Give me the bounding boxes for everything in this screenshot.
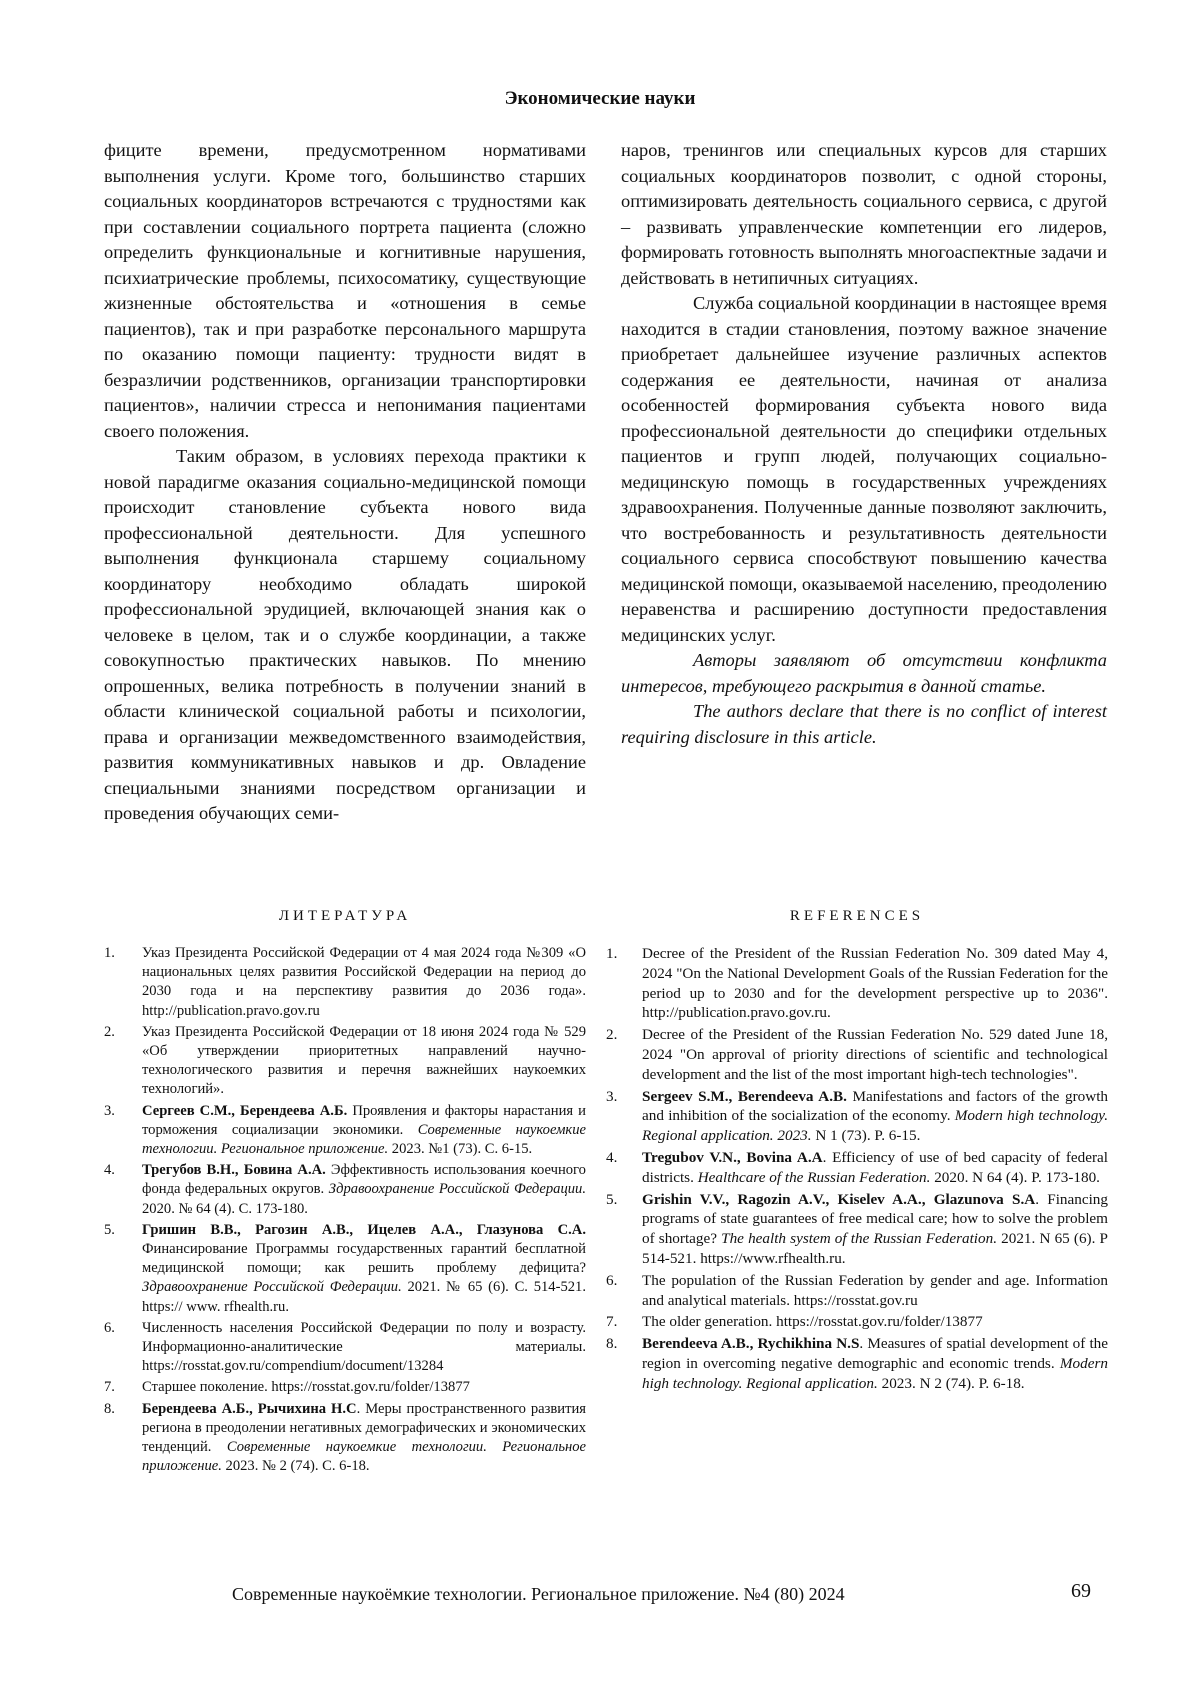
left-text-column xyxy=(104,138,586,827)
item-number: 3. xyxy=(104,1102,115,1119)
item-journal: Современные наукоемкие технологии. Региональное приложение. xyxy=(142,1439,586,1475)
item-journal: Здравоохранение Российской Федерации. xyxy=(328,1181,586,1198)
item-tail: 2023. N 2 (74). P. 6-18. xyxy=(877,1374,1025,1392)
item-number: 6. xyxy=(104,1319,115,1336)
item-tail: 2023. №1 (73). С. 6-15. xyxy=(388,1141,533,1158)
list-item xyxy=(104,1221,586,1317)
journal-footer: Современные наукоёмкие технологии. Региональное приложение. №4 (80) 2024 xyxy=(232,1584,845,1604)
section-header: Экономические науки xyxy=(504,88,696,109)
item-text: Финансирование Программы государственных гарантий бесплатной медицинской помощи; как решить проблему дефицита? xyxy=(142,1241,586,1277)
paragraph: наров, тренингов или специальных курсов для старших социальных координаторов позволит, с одной стороны, оптимизировать деятельность социального сервиса, с другой – развивать управленческие компетенции его лидеров, формировать готовность выполнять многоаспектные задачи и действовать в нетипичных ситуациях. xyxy=(621,140,1107,288)
item-text: The older generation. https://rosstat.gov.ru/folder/13877 xyxy=(642,1313,983,1331)
item-journal: Modern high technology. Regional application. xyxy=(642,1354,1108,1392)
item-tail: 2020. № 64 (4). С. 173-180. xyxy=(142,1200,308,1217)
item-number: 8. xyxy=(606,1335,618,1353)
references-list xyxy=(606,944,1108,1396)
item-tail: 2021. № 65 (6). С. 514-521. https:// www. rfhealth.ru. xyxy=(142,1279,586,1315)
list-item xyxy=(606,1190,1108,1269)
item-number: 4. xyxy=(606,1148,618,1166)
item-journal: Современные наукоемкие технологии. Региональное приложение. xyxy=(142,1121,586,1158)
item-text: . Measures of spatial development of the region in overcoming negative demographic and economic trends. xyxy=(642,1335,1108,1372)
item-text: . Efficiency of use of bed capacity of federal districts. xyxy=(642,1148,1108,1186)
item-authors: Гришин В.В., Рагозин А.В., Ицелев А.А., Глазунова С.А. xyxy=(142,1221,586,1238)
list-item xyxy=(606,1312,1108,1332)
right-text-column xyxy=(621,138,1107,750)
paragraph: фиците времени, предусмотренном нормативами выполнения услуги. Кроме того, большинство старших социальных координаторов встречаются с трудностями как при составлении социального портрета пациента (сложно определить функциональные и когнитивные нарушения, психиатрические проблемы, психосоматику, существующие жизненные обстоятельства и «отношения в семье пациентов), так и при разработке персонального маршрута по оказанию помощи пациенту: трудности видят в безразличии родственников, организации транспортировки пациентов», наличии стресса и непонимания пациентами своего положения. xyxy=(104,140,586,441)
item-text: . Financing programs of state guarantees of free medical care; how to solve the problem of shortage? xyxy=(642,1190,1108,1248)
list-item xyxy=(104,1400,586,1477)
list-item xyxy=(104,1378,586,1397)
item-text: Manifestations and factors of the growth and inhibition of the socialization of the economy. xyxy=(642,1087,1109,1125)
item-authors: Сергеев С.М., Берендеева А.Б. xyxy=(142,1102,348,1119)
item-authors: Берендеева А.Б., Рычихина Н.С xyxy=(142,1400,357,1417)
item-text: Указ Президента Российской Федерации от 18 июня 2024 года № 529 «Об утверждении приоритетных направлений научно-технологического развития и перечня важнейших наукоемких технологий». xyxy=(142,1023,586,1098)
list-item xyxy=(104,1319,586,1377)
item-journal: Здравоохранение Российской Федерации. xyxy=(142,1279,402,1296)
item-number: 1. xyxy=(104,945,115,961)
item-number: 2. xyxy=(606,1026,618,1044)
item-authors: Tregubov V.N., Bovina A.A xyxy=(642,1148,823,1166)
item-number: 4. xyxy=(104,1162,115,1179)
conflict-statement-ru: Авторы заявляют об отсутствии конфликта интересов, требующего раскрытия в данной статье. xyxy=(621,650,1107,696)
item-tail: 2020. N 64 (4). P. 173-180. xyxy=(930,1168,1100,1186)
item-tail: 2023. № 2 (74). С. 6-18. xyxy=(221,1458,370,1475)
item-authors: Трегубов В.Н., Бовина А.А. xyxy=(142,1162,326,1179)
list-item xyxy=(606,1025,1108,1084)
item-journal: Modern high technology. Regional application. 2023. xyxy=(642,1107,1108,1145)
list-item xyxy=(606,944,1108,1023)
page-number: 69 xyxy=(1071,1580,1091,1602)
item-text: Decree of the President of the Russian Federation No. 529 dated June 18, 2024 "On approval of priority directions of scientific and technological development and the list of the most important high-tech technologies". xyxy=(642,1026,1108,1083)
item-number: 5. xyxy=(104,1221,115,1238)
item-text: . Меры пространственного развития региона в преодолении негативных демографических и экономических тенденций. xyxy=(142,1400,586,1456)
item-number: 8. xyxy=(104,1400,115,1417)
references-heading: REFERENCES xyxy=(789,908,925,924)
item-number: 7. xyxy=(104,1379,115,1396)
item-tail: 2021. N 65 (6). P 514-521. https://www.rfhealth.ru. xyxy=(642,1230,1109,1267)
paragraph: Служба социальной координации в настоящее время находится в стадии становления, поэтому важное значение приобретает дальнейшее изучение различных аспектов содержания ее деятельности, начиная от анализа особенностей формирования субъекта нового вида профессиональной деятельности до специфики отдельных пациентов и групп людей, получающих социально-медицинскую помощь в государственных учреждениях здравоохранения. Полученные данные позволяют заключить, что востребованность и результативность деятельности социального сервиса способствуют повышению качества медицинской помощи, оказываемой населению, преодолению неравенства и расширению доступности предоставления медицинских услуг. xyxy=(621,293,1107,645)
list-item xyxy=(606,1087,1108,1146)
item-number: 2. xyxy=(104,1023,115,1040)
item-journal: Healthcare of the Russian Federation. xyxy=(697,1168,931,1186)
item-text: The population of the Russian Federation by gender and age. Information and analytical materials. https://rosstat.gov.ru xyxy=(642,1271,1108,1309)
item-text: Эффективность использования коечного фонда федеральных округов. xyxy=(142,1162,586,1198)
paragraph: Таким образом, в условиях перехода практики к новой парадигме оказания социально-медицинской помощи происходит становление субъекта нового вида профессиональной деятельности. Для успешного выполнения функционала старшему социальному координатору необходимо обладать широкой профессиональной эрудицией, включающей знания как о человеке в целом, так и о службе координации, а также совокупностью практических навыков. По мнению опрошенных, велика потребность в получении знаний в области клинической социальной работы и психологии, права и организации межведомственного взаимодействия, развития коммуникативных навыков и др. Овладение специальными знаниями посредством организации и проведения обучающих семи- xyxy=(104,446,586,823)
item-authors: Grishin V.V., Ragozin A.V., Kiselev A.A., Glazunova S.A xyxy=(642,1190,1036,1208)
item-journal: The health system of the Russian Federation. xyxy=(721,1230,997,1248)
list-item xyxy=(104,944,586,1021)
item-number: 7. xyxy=(606,1313,618,1331)
list-item xyxy=(104,1161,586,1219)
literature-heading: ЛИТЕРАТУРА xyxy=(278,908,412,924)
item-number: 1. xyxy=(606,945,618,962)
conflict-statement-en: The authors declare that there is no conflict of interest requiring disclosure in this article. xyxy=(621,701,1107,747)
list-item xyxy=(606,1148,1108,1188)
list-item xyxy=(104,1102,586,1160)
list-item xyxy=(606,1271,1108,1311)
item-text: Старшее поколение. https://rosstat.gov.ru/folder/13877 xyxy=(142,1379,470,1396)
item-text: Указ Президента Российской Федерации от 4 мая 2024 года №309 «О национальных целях развития Российской Федерации на период до 2030 года и на перспективу развития до 2036 года». http://publication.pravo.gov.ru xyxy=(142,945,586,1019)
item-authors: Berendeeva A.B., Rychikhina N.S xyxy=(642,1335,860,1353)
item-text: Проявления и факторы нарастания и торможения социализации экономики. xyxy=(142,1102,586,1138)
item-number: 6. xyxy=(606,1271,618,1289)
literature-list xyxy=(104,944,586,1478)
list-item xyxy=(104,1023,586,1100)
item-number: 3. xyxy=(606,1087,618,1105)
item-text: Численность населения Российской Федерации по полу и возрасту. Информационно-аналитические материалы. https://rosstat.gov.ru/compendium/document/13284 xyxy=(142,1319,586,1375)
list-item xyxy=(606,1334,1108,1393)
item-authors: Sergeev S.M., Berendeeva A.B. xyxy=(642,1087,847,1105)
item-number: 5. xyxy=(606,1190,618,1208)
item-text: Decree of the President of the Russian Federation No. 309 dated May 4, 2024 "On the National Development Goals of the Russian Federation for the period up to 2030 and for the development perspective up to 2036". http://publication.pravo.gov.ru. xyxy=(642,945,1108,1022)
item-tail: N 1 (73). P. 6-15. xyxy=(811,1127,921,1145)
